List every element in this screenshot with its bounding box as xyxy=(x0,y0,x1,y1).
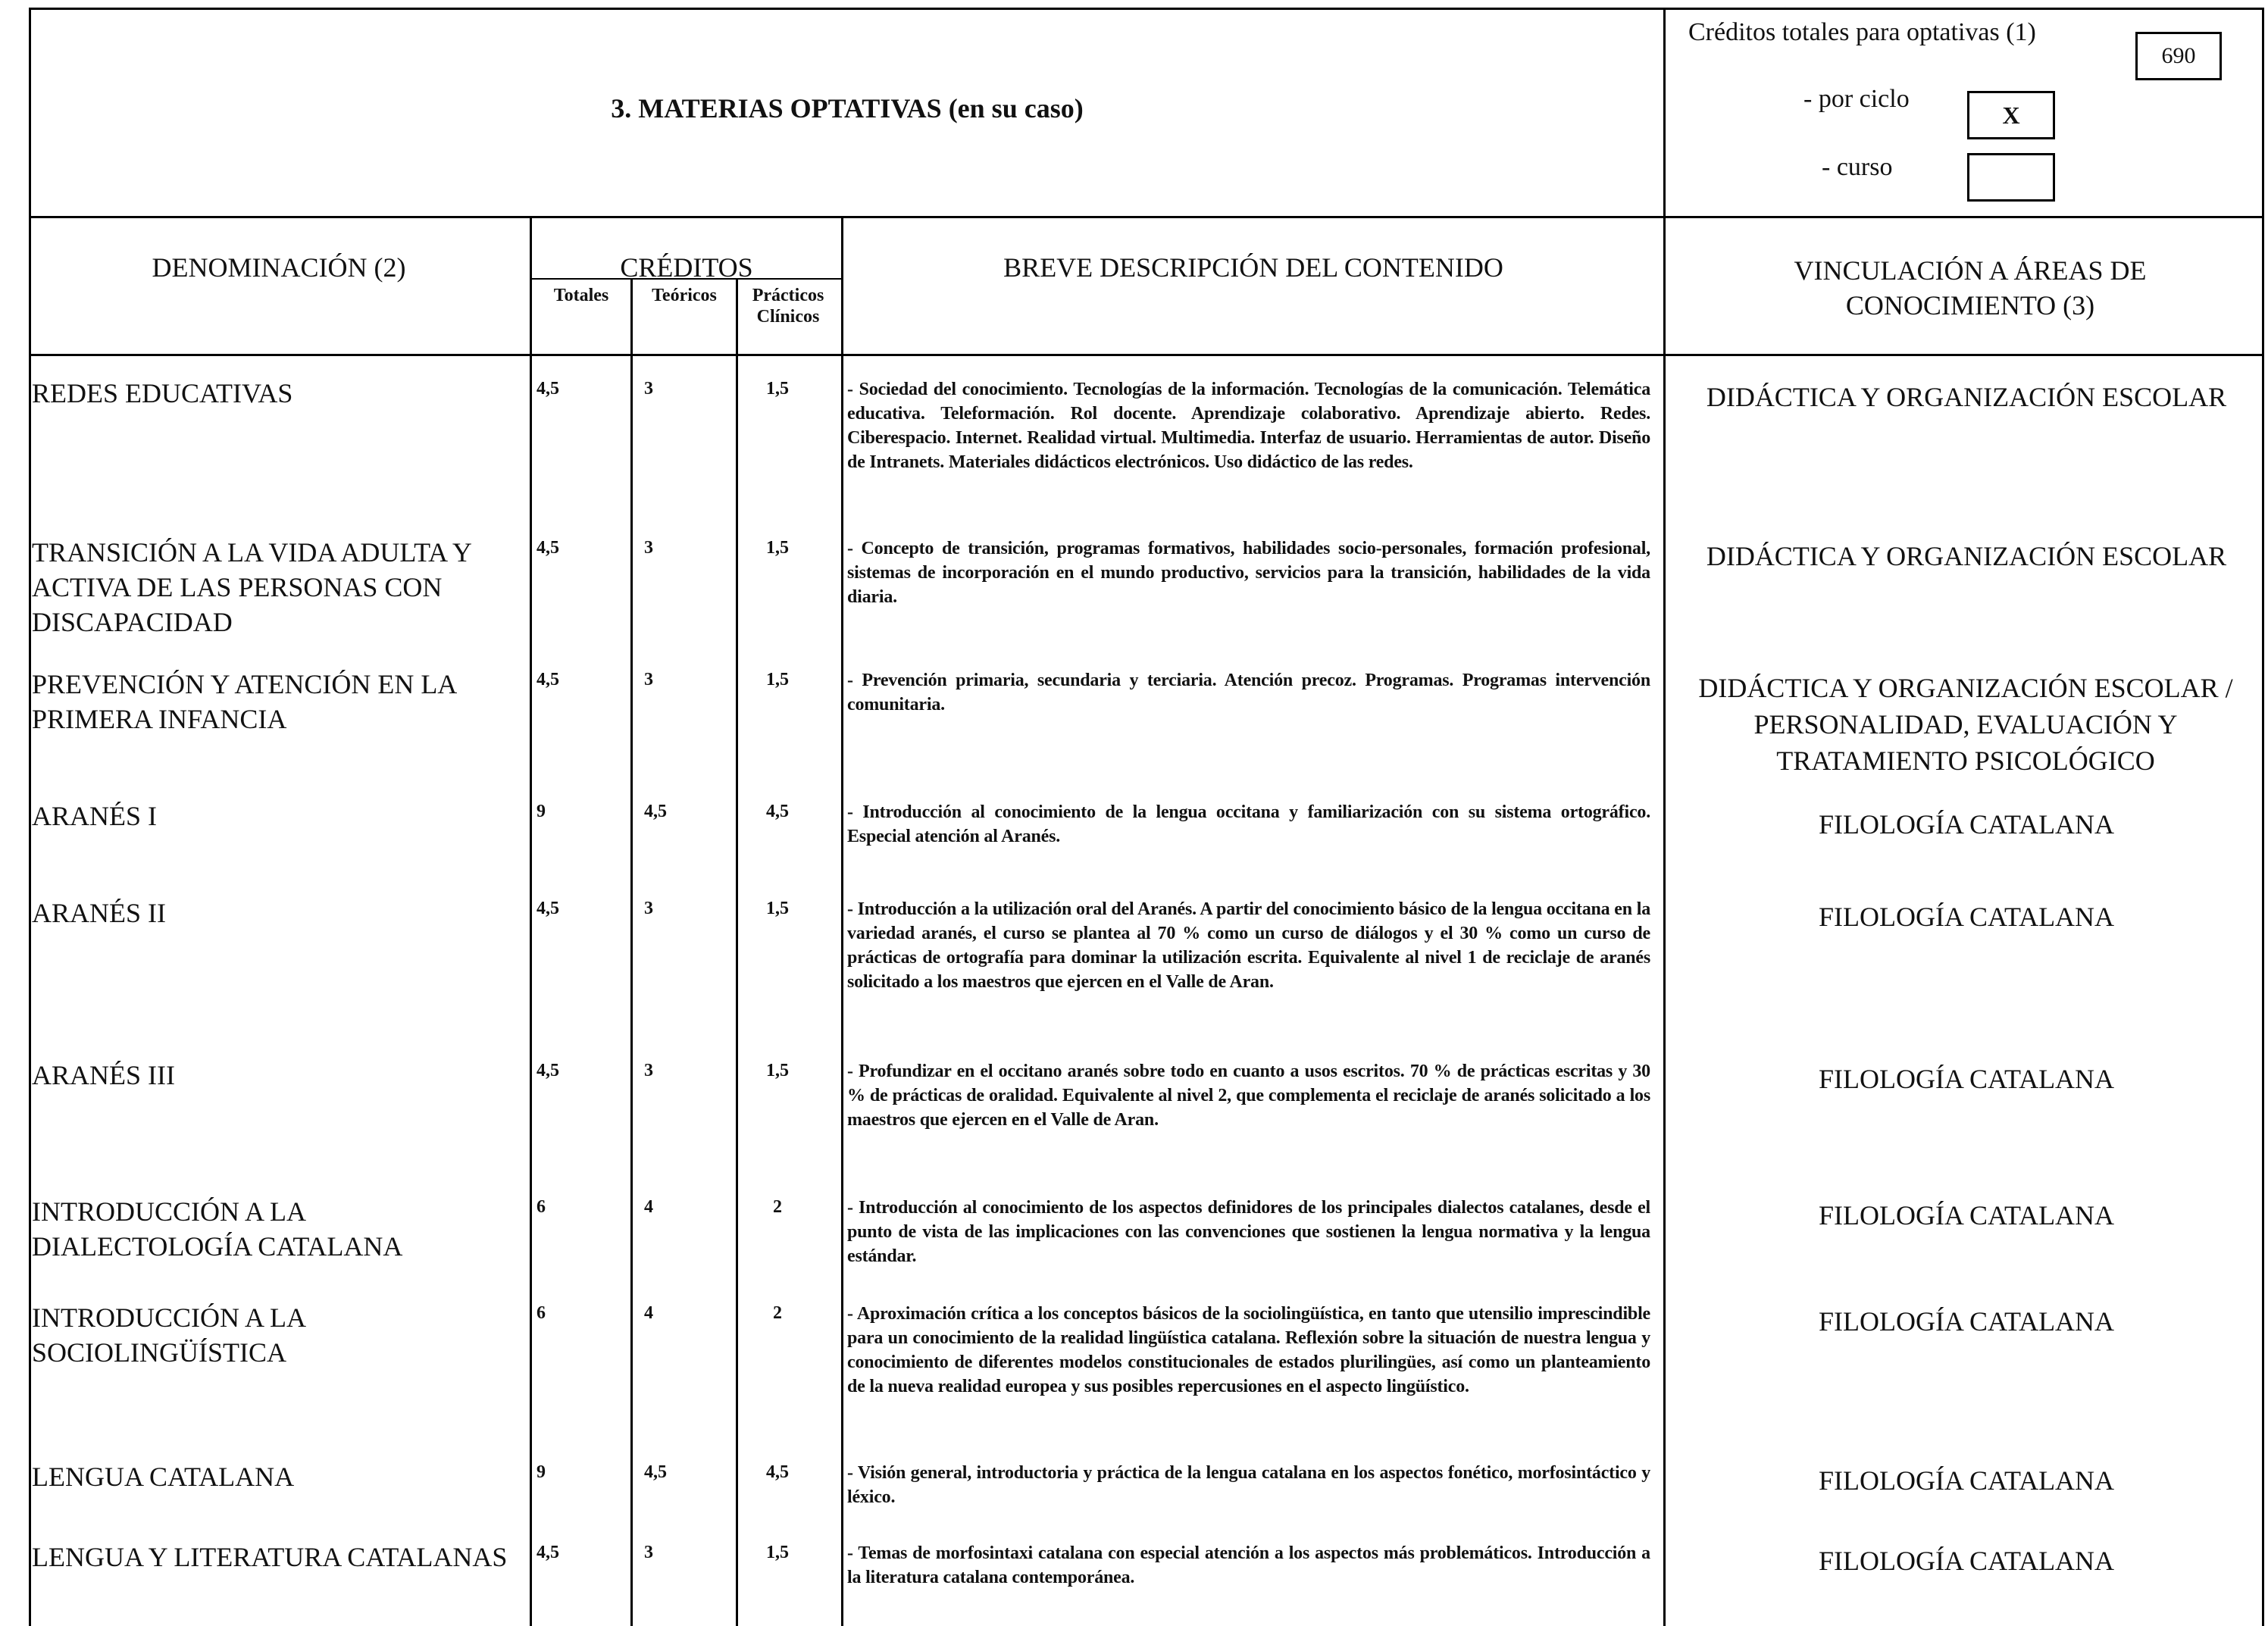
row-name: LENGUA Y LITERATURA CATALANAS xyxy=(32,1542,508,1572)
row-totales: 9 xyxy=(536,1462,546,1482)
row-area: FILOLOGÍA CATALANA xyxy=(1818,809,2115,840)
row-area: FILOLOGÍA CATALANA xyxy=(1818,902,2115,932)
row-description: - Introducción al conocimiento de los aspectos definidores de los principales dialectos catalanes, desde el punto de vista de las implicaciones con las convenciones que sostienen la lengua normativa y la lengua estándar. xyxy=(847,1198,1650,1266)
row-name: INTRODUCCIÓN A LA DIALECTOLOGÍA CATALANA xyxy=(32,1196,403,1262)
teoricos-header: Teóricos xyxy=(652,286,717,305)
row-description: - Introducción a la utilización oral del Aranés. A partir del conocimiento básico de la lengua occitana en la variedad aranés, el curso se plantea al 70 % como un curso de diálogos y el 30 % como un curso de prácticas de ortografía para dominar la utilización escrita. Equivalente al nivel 1 de reciclaje de aranés solicitado a los maestros que ejercen en el Valle de Aran. xyxy=(847,899,1650,992)
row-practicos: 1,5 xyxy=(766,538,789,558)
row-name: PREVENCIÓN Y ATENCIÓN EN LA PRIMERA INFANCIA xyxy=(32,669,456,734)
section-title xyxy=(29,8,1666,218)
row-description: - Profundizar en el occitano aranés sobre todo en cuanto a usos escritos. 70 % de prácticas escritas y 30 % de prácticas de oralidad. Equivalente al nivel 2, que complementa el reciclaje de aranés solicitado a los maestros que ejercen en el Valle de Aran. xyxy=(847,1062,1650,1130)
row-totales: 4,5 xyxy=(536,538,559,558)
row-teoricos: 4 xyxy=(644,1197,653,1217)
row-description: - Aproximación crítica a los conceptos básicos de la sociolingüística, en tanto que utensilio imprescindible para un conocimiento de la realidad lingüística catalana. Reflexión sobre la situación de nuestra lengua y conocimiento de diferentes modelos constitucionales de estados plurilingües, así como un planteamiento de la nueva realidad europea y sus posibles repercusiones en el aspecto lingüístico. xyxy=(847,1304,1650,1396)
row-name: LENGUA CATALANA xyxy=(32,1462,295,1492)
row-teoricos: 4 xyxy=(644,1303,653,1323)
creditos-totales-label: Créditos totales para optativas (1) xyxy=(1688,18,2036,46)
row-area: FILOLOGÍA CATALANA xyxy=(1818,1064,2115,1094)
row-totales: 6 xyxy=(536,1303,546,1323)
row-area: DIDÁCTICA Y ORGANIZACIÓN ESCOLAR xyxy=(1706,382,2227,412)
row-name: ARANÉS III xyxy=(32,1060,175,1090)
row-name: ARANÉS II xyxy=(32,898,166,928)
row-practicos: 1,5 xyxy=(766,670,789,689)
row-teoricos: 4,5 xyxy=(644,1462,667,1482)
row-practicos: 2 xyxy=(773,1303,782,1323)
row-totales: 4,5 xyxy=(536,1543,559,1562)
row-teoricos: 4,5 xyxy=(644,802,667,821)
divider-totales-teoricos xyxy=(630,278,633,1626)
divider-name-totales xyxy=(530,216,532,1626)
row-area: FILOLOGÍA CATALANA xyxy=(1818,1465,2115,1496)
row-totales: 9 xyxy=(536,802,546,821)
row-totales: 4,5 xyxy=(536,899,559,918)
vinculacion-header: VINCULACIÓN A ÁREAS DE CONOCIMIENTO (3) xyxy=(1794,255,2147,321)
por-ciclo-box xyxy=(1967,91,2055,139)
row-description: - Visión general, introductoria y práctica de la lengua catalana en los aspectos fonético, morfosintáctico y léxico. xyxy=(847,1463,1650,1507)
row-teoricos: 3 xyxy=(644,538,653,558)
row-area: DIDÁCTICA Y ORGANIZACIÓN ESCOLAR xyxy=(1706,541,2227,571)
section-title-text: 3. MATERIAS OPTATIVAS (en su caso) xyxy=(611,93,1084,124)
creditos-totales-box xyxy=(2135,32,2222,80)
row-teoricos: 3 xyxy=(644,1061,653,1080)
row-teoricos: 3 xyxy=(644,899,653,918)
row-name: TRANSICIÓN A LA VIDA ADULTA Y ACTIVA DE LAS PERSONAS CON DISCAPACIDAD xyxy=(32,537,471,637)
row-description: - Temas de morfosintaxi catalana con especial atención a los aspectos más problemáticos. Introducción a la literatura catalana contemporánea. xyxy=(847,1543,1650,1587)
por-ciclo-label: - por ciclo xyxy=(1803,85,1910,113)
row-totales: 4,5 xyxy=(536,670,559,689)
row-description: - Introducción al conocimiento de la lengua occitana y familiarización con su sistema ortográfico. Especial atención al Aranés. xyxy=(847,802,1650,846)
row-totales: 6 xyxy=(536,1197,546,1217)
divider-title-credits xyxy=(1663,8,1666,1626)
row-name: REDES EDUCATIVAS xyxy=(32,378,293,408)
row-practicos: 1,5 xyxy=(766,1543,789,1562)
row-practicos: 4,5 xyxy=(766,1462,789,1482)
row-practicos: 1,5 xyxy=(766,1061,789,1080)
row-area: FILOLOGÍA CATALANA xyxy=(1818,1200,2115,1230)
row-teoricos: 3 xyxy=(644,670,653,689)
por-ciclo-value: X xyxy=(2002,101,2020,129)
row-description: - Concepto de transición, programas formativos, habilidades socio-personales, formación profesional, sistemas de incorporación en el mundo productivo, servicios para la transición, habilidades de la vida diaria. xyxy=(847,539,1650,607)
divider-teoricos-practicos xyxy=(736,278,738,1626)
row-practicos: 1,5 xyxy=(766,899,789,918)
row-area: FILOLOGÍA CATALANA xyxy=(1818,1546,2115,1576)
totales-header: Totales xyxy=(553,286,609,305)
curso-box xyxy=(1967,153,2055,202)
row-area: FILOLOGÍA CATALANA xyxy=(1818,1306,2115,1337)
row-teoricos: 3 xyxy=(644,1543,653,1562)
creditos-header: CRÉDITOS xyxy=(620,252,753,283)
denominacion-header: DENOMINACIÓN (2) xyxy=(152,252,406,283)
row-practicos: 2 xyxy=(773,1197,782,1217)
descripcion-header: BREVE DESCRIPCIÓN DEL CONTENIDO xyxy=(1003,252,1503,283)
row-description: - Sociedad del conocimiento. Tecnologías de la información. Tecnologías de la comunicación. Telemática educativa. Teleformación. Rol docente. Aprendizaje colaborativo. Aprendizaje abierto. Redes. Ciberespacio. Internet. Realidad virtual. Multimedia. Interfaz de usuario. Herramientas de autor. Diseño de Intranets. Materiales didácticos electrónicos. Uso didáctico de las redes. xyxy=(847,380,1650,472)
curso-label: - curso xyxy=(1822,153,1893,181)
row-practicos: 1,5 xyxy=(766,379,789,399)
row-name: ARANÉS I xyxy=(32,801,158,831)
practicos-header: Prácticos Clínicos xyxy=(752,286,824,327)
row-totales: 4,5 xyxy=(536,379,559,399)
row-area: DIDÁCTICA Y ORGANIZACIÓN ESCOLAR / PERSONALIDAD, EVALUACIÓN Y TRATAMIENTO PSICOLÓGICO xyxy=(1698,673,2233,776)
row-name: INTRODUCCIÓN A LA SOCIOLINGÜÍSTICA xyxy=(32,1302,305,1368)
column-header-divider xyxy=(29,354,2264,356)
row-teoricos: 3 xyxy=(644,379,653,399)
row-totales: 4,5 xyxy=(536,1061,559,1080)
creditos-totales-value: 690 xyxy=(2161,43,2196,68)
row-description: - Prevención primaria, secundaria y terciaria. Atención precoz. Programas. Programas intervención comunitaria. xyxy=(847,671,1650,715)
divider-practicos-desc xyxy=(841,216,843,1626)
row-practicos: 4,5 xyxy=(766,802,789,821)
